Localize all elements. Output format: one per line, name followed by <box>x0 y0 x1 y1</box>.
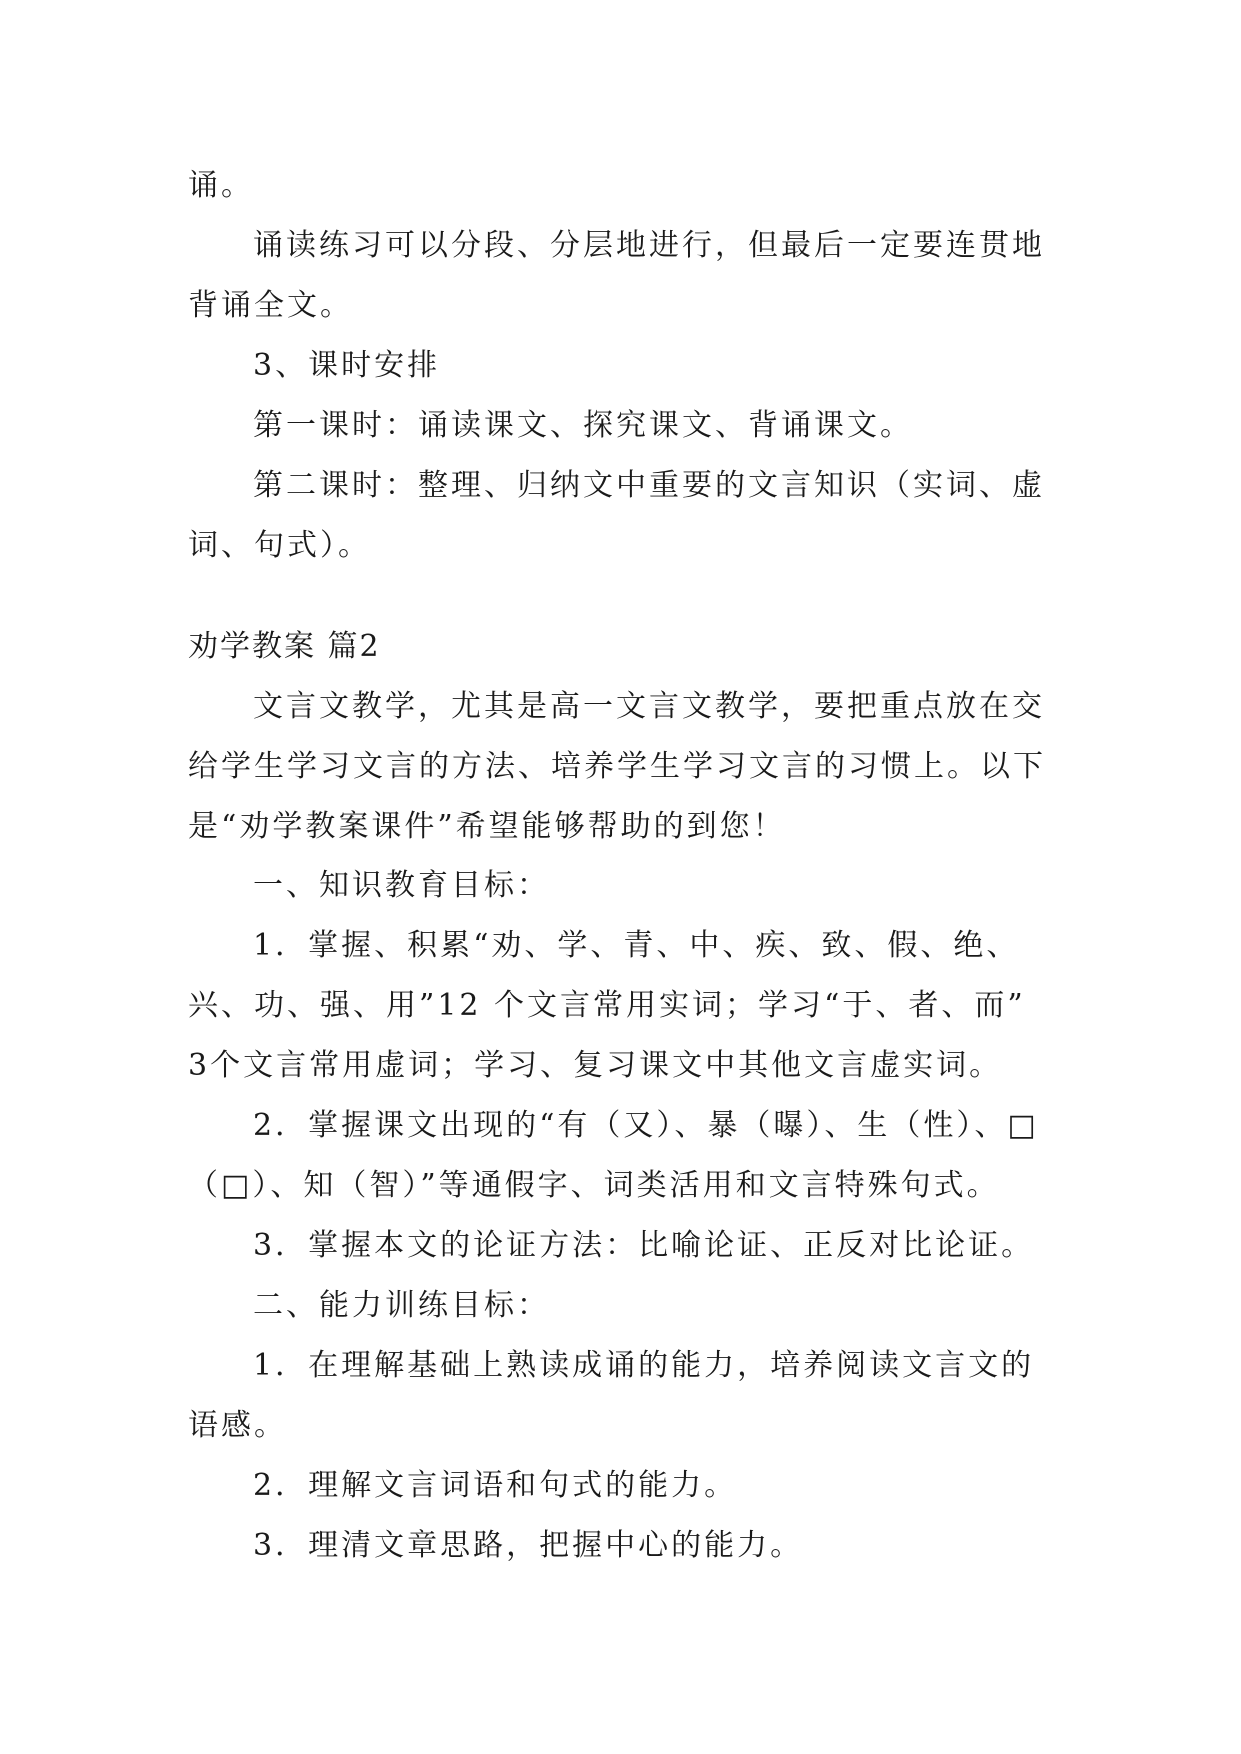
text-line: 1．掌握、积累“劝、学、青、中、疾、致、假、绝、 <box>253 928 1020 963</box>
text-line: 词、句式）。 <box>188 528 371 563</box>
text-line: 3．掌握本文的论证方法：比喻论证、正反对比论证。 <box>253 1228 1035 1263</box>
text-line: 给学生学习文言的方法、培养学生学习文言的习惯上。以下 <box>188 749 1046 784</box>
text-line: 语感。 <box>188 1408 287 1443</box>
text-line: 第一课时：诵读课文、探究课文、背诵课文。 <box>253 408 913 443</box>
text-line: 1．在理解基础上熟读成诵的能力，培养阅读文言文的 <box>253 1348 1035 1383</box>
text-line: 二、能力训练目标： <box>253 1288 550 1323</box>
text-line: 兴、功、强、用”12 个文言常用实词；学习“于、者、而” <box>188 988 1026 1023</box>
text-line: 3个文言常用虚词；学习、复习课文中其他文言虚实词。 <box>188 1048 1003 1083</box>
text-line: 第二课时：整理、归纳文中重要的文言知识（实词、虚 <box>253 468 1045 503</box>
text-line: 2．理解文言词语和句式的能力。 <box>253 1468 738 1503</box>
text-line: 诵。 <box>188 168 254 203</box>
text-line: 3．理清文章思路，把握中心的能力。 <box>253 1528 804 1563</box>
text-line: 诵读练习可以分段、分层地进行，但最后一定要连贯地 <box>253 228 1045 263</box>
text-line: （□）、知（智）”等通假字、词类活用和文言特殊句式。 <box>188 1168 1000 1203</box>
text-line: 2．掌握课文出现的“有（又）、暴（曝）、生（性）、□ <box>253 1108 1039 1143</box>
text-line: 3、课时安排 <box>253 348 441 383</box>
text-line: 文言文教学，尤其是高一文言文教学，要把重点放在交 <box>253 689 1045 724</box>
section-heading: 劝学教案 篇2 <box>188 629 381 664</box>
text-line: 一、知识教育目标： <box>253 868 550 903</box>
text-line: 背诵全文。 <box>188 288 353 323</box>
text-line: 是“劝学教案课件”希望能够帮助的到您！ <box>188 809 786 844</box>
